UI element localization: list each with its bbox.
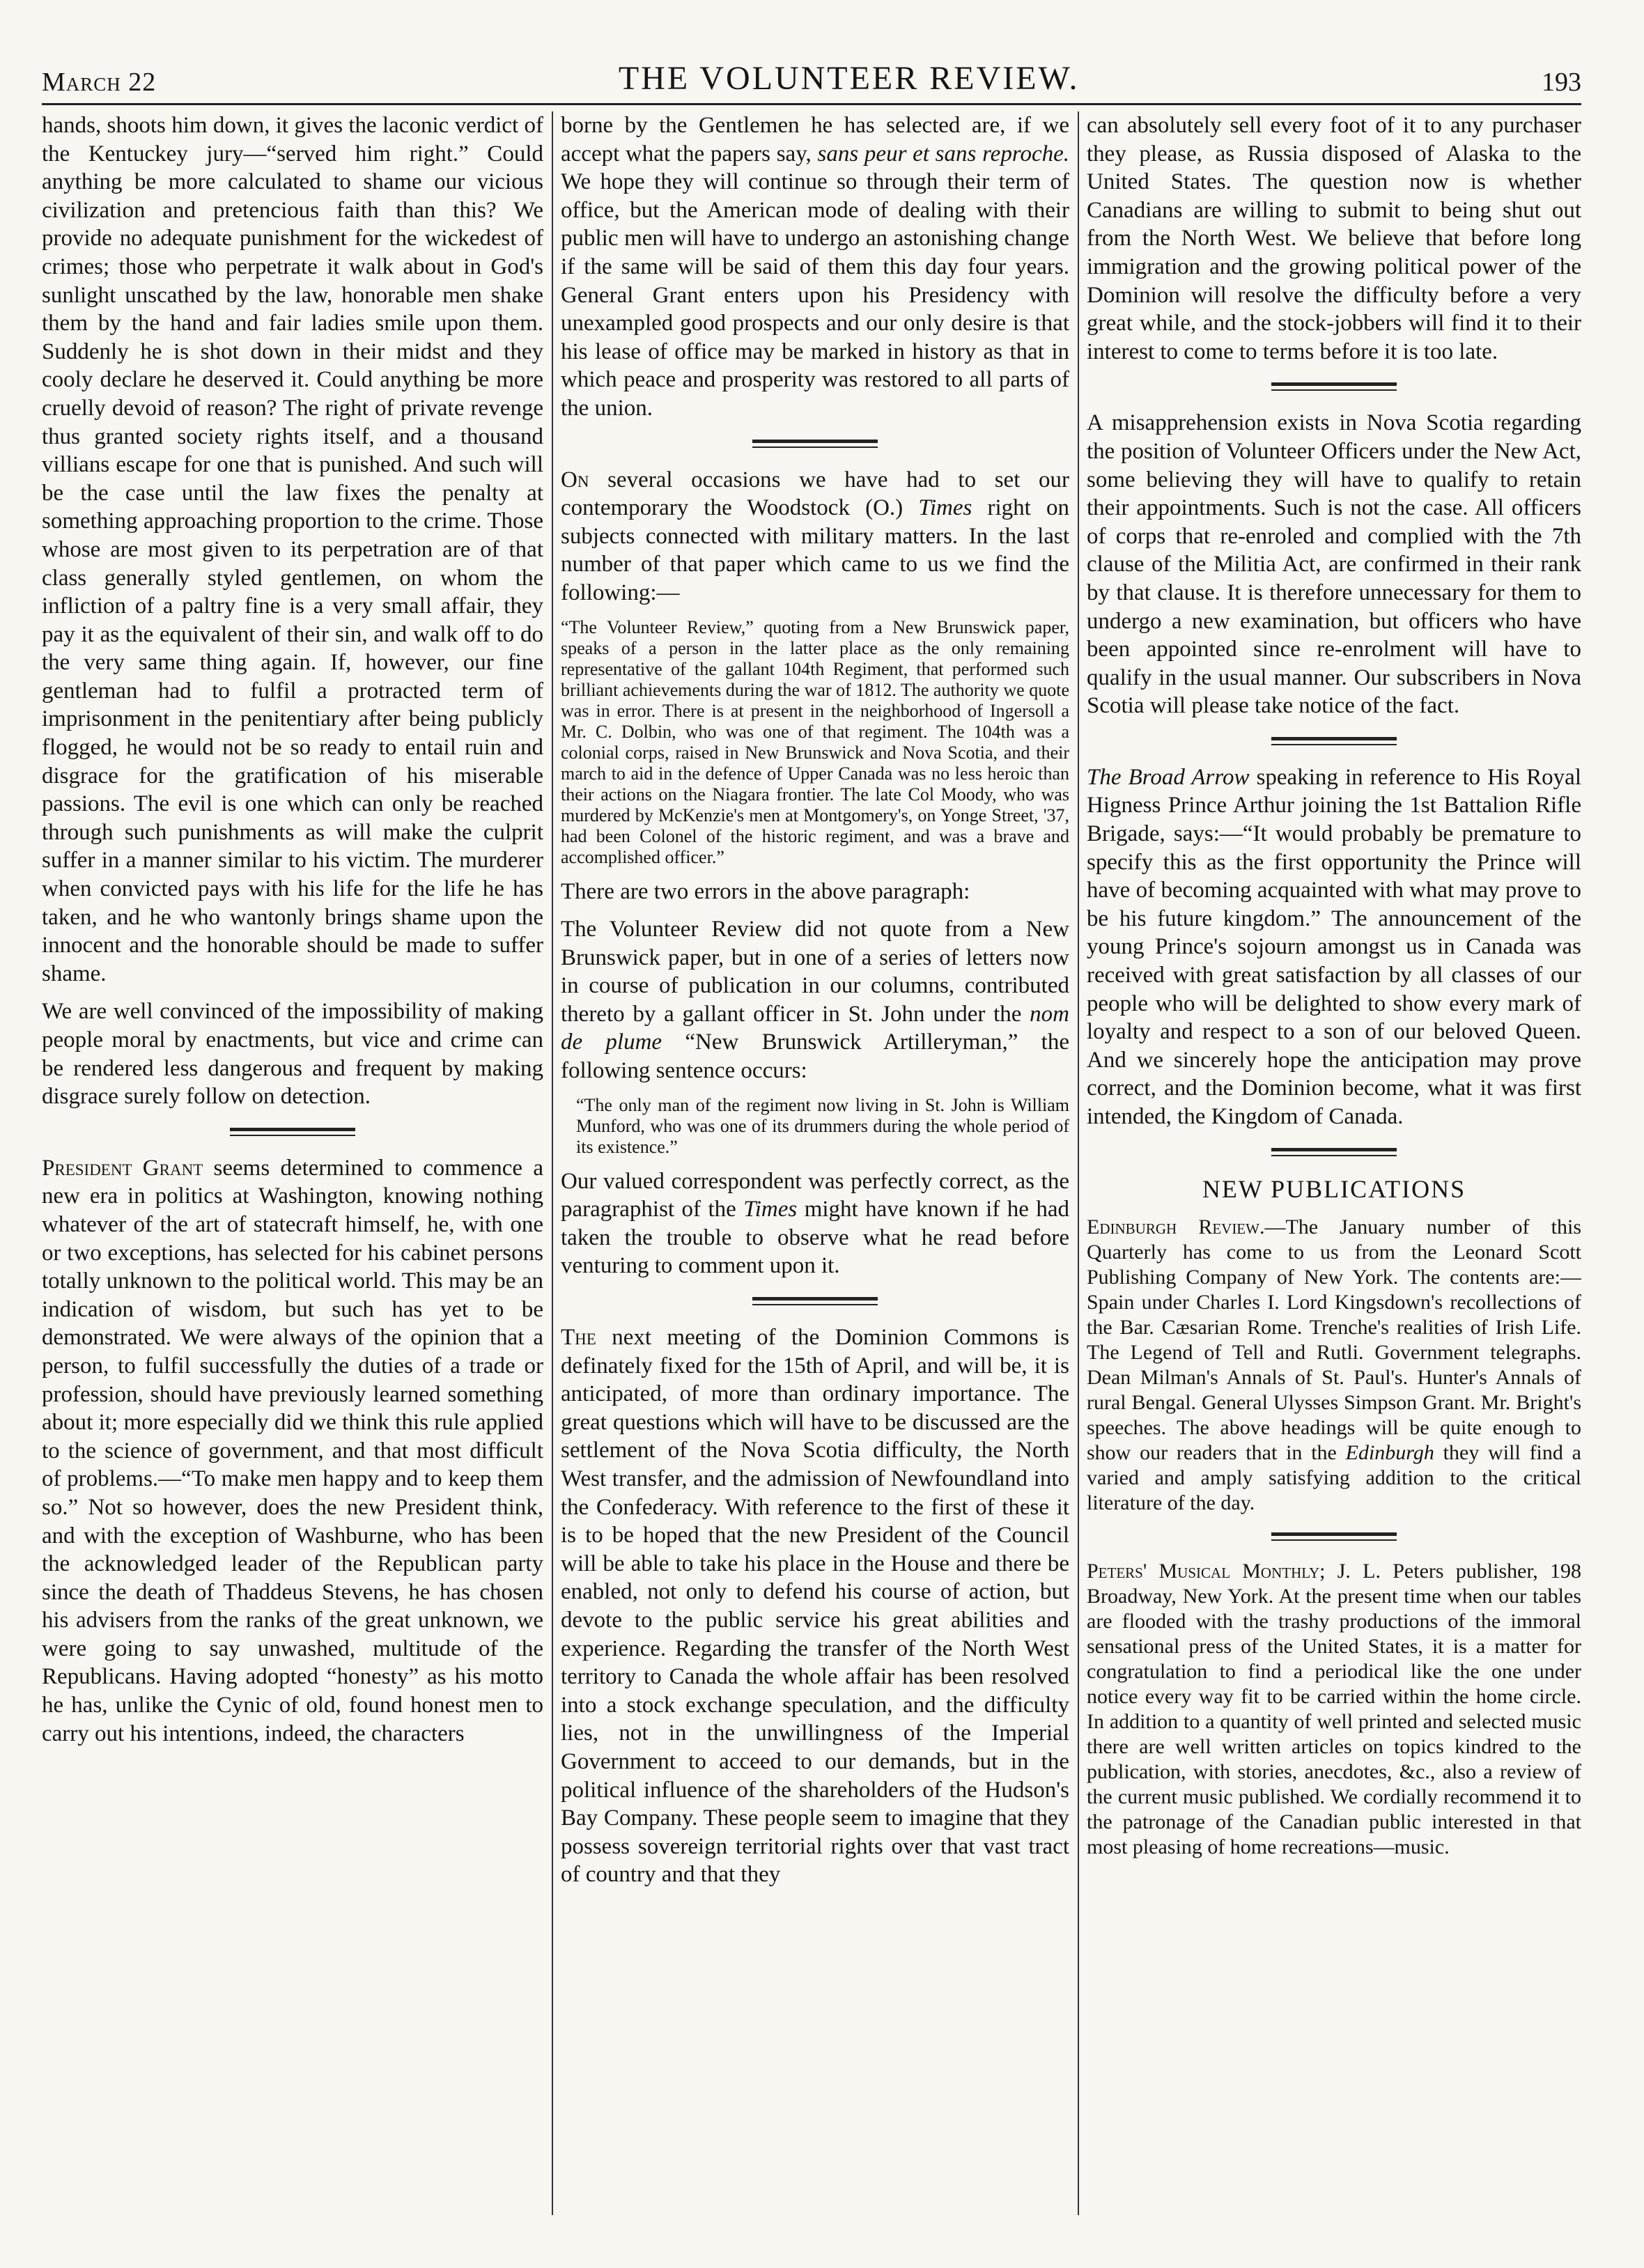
paragraph-text: ; J. L. Peters publisher, 198 Broadway, New York. At the present time when our tables are flooded with the trashy productions of the immoral sensational press of the United States, it is a matter for congratulation to find a periodical like the one under notice every way fit to be carried within the home circle. In addition to a quantity of well printed and selected music there are well written articles on topics kindred to the publication, with stories, anecdotes, &c., also a review of the current music published. We cordially recommend it to the patronage of the Canadian public interested in that most pleasing of home recreations—music. [1087, 1559, 1581, 1858]
paragraph-text: next meeting of the Dominion Commons is definately fixed for the 15th of April, and will be, it is anticipated, of more than ordinary importance. The great questions which will have to be discussed are the settlement of the Nova Scotia difficulty, the North West transfer, and the admission of Newfoundland into the Confederacy. With reference to the first of these it is to be hoped that the new President of the Council will be able to take his place in the House and there be enabled, not only to defend his course of action, but devote to the public service his great abilities and experience. Regarding the transfer of the North West territory to Canada the whole affair has been resolved into a stock exchange speculation, and the difficulty lies, not in the unwillingness of the Imperial Government to acceed to our demands, but in the political influence of the shareholders of the Hudson's Bay Company. These people seem to imagine that they possess sovereign territorial rights over that vast tract of country and that they [561, 1325, 1069, 1888]
italic-phrase: The Broad Arrow [1087, 764, 1250, 790]
section-divider [1271, 382, 1397, 391]
article-paragraph: hands, shoots him down, it gives the laconic verdict of the Kentuckey jury—“served him right.” Could anything be more calculated to shame our vicious civilization and pretencious faith than this? We provide no adequate punishment for the wickedest of crimes; those who perpetrate it walk about in God's sunlight unscathed by the law, honorable men shake them by the hand and fair ladies smile upon them. Suddenly he is shot down in their midst and they cooly declare he deserved it. Could anything be more cruelly devoid of reason? The right of private revenge thus granted society rights itself, and a thousand villians escape for one that is punished. And such will be the case until the law fixes the penalty at something approaching proportion to the crime. Those whose are most given to its perpetration are of that class generally styled gentlemen, on whom the infliction of a paltry fine is a very small affair, they pay it as the equivalent of their sin, and walk off to do the very same thing again. If, however, our fine gentleman had to fulfil a protracted term of imprisonment in the penitentiary after being publicly flogged, he would not be so ready to entail ruin and disgrace for the gratification of his miserable passions. The evil is one which can only be reached through such punishments as will make the culprit suffer in a manner similar to his victim. The murderer when convicted pays with his life for the life he has taken, and he who wantonly brings shame upon the innocent and the honorable should be made to suffer shame. [42, 113, 543, 986]
block-quote: “The only man of the regiment now living in St. John is William Munford, who was one of its drummers during the whole period of its existence.” [576, 1094, 1069, 1157]
publication-title: THE VOLUNTEER REVIEW. [618, 60, 1080, 97]
italic-phrase: sans peur et sans reproche. [817, 141, 1069, 166]
paragraph-text: seems determined to commence a new era in politics at Washington, knowing nothing whatever of the art of statecraft himself, he, with one or two exceptions, has selected for his cabinet persons totally unknown to the political world. This may be an indication of wisdom, but such has yet to be demonstrated. We were always of the opinion that a person, to fulfil successfully the duties of a trade or profession, should have previously learned something about it; more especially did we think this rule applied to the science of government, and that most difficult of problems.—“To make men happy and to keep them so.” Not so however, does the new President think, and with the exception of Washburne, who has been the acknowledged leader of the Republican party since the death of Thaddeus Stevens, he has chosen his advisers from the ranks of the great unknown, we were going to say unwashed, multitude of the Republicans. Having adopted “honesty” as his motto he has, unlike the Cynic of old, found honest men to carry out his intentions, indeed, the characters [42, 1155, 543, 1746]
italic-phrase: nom de plume [561, 1001, 1069, 1055]
section-divider [230, 1128, 355, 1136]
italic-phrase: Edinburgh [1345, 1440, 1434, 1464]
columns [42, 111, 1581, 2215]
paragraph-text: We hope they will continue so through their term of office, but the American mode of dealing with their public men will have to undergo an astonishing change if the same will be said of them this day four years. General Grant enters upon his Presidency with unexampled good prospects and our only desire is that his lease of office may be marked in history as that in which peace and prosperity was restored to all parts of the union. [561, 169, 1069, 421]
section-divider [752, 1297, 878, 1305]
issue-date: March 22 [42, 68, 157, 97]
lead-words: President Grant [42, 1155, 203, 1181]
article-paragraph [1087, 763, 1581, 1131]
paragraph-text: borne by the Gentlemen he has selected are, if we accept what the papers say, [561, 113, 1069, 166]
section-divider [1271, 1148, 1397, 1156]
paragraph-text: Our valued correspondent was perfectly correct, as the paragraphist of the [561, 1168, 1069, 1222]
page-number: 193 [1542, 68, 1581, 97]
review-paragraph [1087, 1559, 1581, 1860]
section-heading: NEW PUBLICATIONS [1202, 1174, 1466, 1203]
article-paragraph [561, 915, 1069, 1085]
masthead [42, 49, 1581, 105]
article-paragraph: We are well convinced of the impossibility of making people moral by enactments, but vice and crime can be rendered less dangerous and frequent by making disgrace surely follow on detection. [42, 999, 543, 1110]
section-divider [752, 440, 878, 448]
italic-phrase: Times [918, 495, 972, 521]
lead-words: Edinburgh Review. [1087, 1215, 1265, 1238]
article-paragraph [561, 111, 1069, 423]
paragraph-text: The Volunteer Review did not quote from a New Brunswick paper, but in one of a series of letters now in course of publication in our columns, contributed thereto by a gallant officer in St. John under the [561, 917, 1069, 1027]
article-paragraph [42, 1154, 543, 1748]
block-quote: “The Volunteer Review,” quoting from a New Brunswick paper, speaks of a person in the latter place as the only remaining representative of the gallant 104th Regiment, that performed such brilliant achievements during the war of 1812. The authority we quote was in error. There is at present in the neighborhood of Ingersoll a Mr. C. Dolbin, who was one of that regiment. The 104th was a colonial corps, raised in New Brunswick and Nova Scotia, and their march to aid in the defence of Upper Canada was no less heroic than their actions on the Niagara frontier. The late Col Moody, who was murdered by McKenzie's men at Montgomery's, on Yonge Street, '37, had been Colonel of the historic regiment, and was a brave and accomplished officer.” [561, 616, 1069, 867]
section-divider [1271, 737, 1397, 745]
lead-words: On [561, 467, 589, 492]
article-paragraph: A misapprehension exists in Nova Scotia regarding the position of Volunteer Officers under the New Act, some believing they will have to qualify to retain their appointments. Such is not the case. All officers of corps that re-enroled and complied with the 7th clause of the Militia Act, are confirmed in their rank by that clause. It is therefore unnecessary for them to undergo a new examination, but officers who have been appointed since re-enrolment will have to qualify in the usual manner. Our subscribers in Nova Scotia will please take notice of the fact. [1087, 410, 1581, 719]
section-divider [1271, 1532, 1397, 1541]
article-paragraph: can absolutely sell every foot of it to any purchaser they please, as Russia disposed of Alaska to the United States. The question now is whether Canadians are willing to submit to being shut out from the North West. We believe that before long immigration and the growing political power of the Dominion will resolve the difficulty before a very great while, and the stock-jobbers will find it to their interest to come to terms before it is too late. [1087, 113, 1581, 364]
column-rule [552, 111, 553, 2215]
lead-words: Peters' Musical Monthly [1087, 1559, 1320, 1583]
article-paragraph [561, 1167, 1069, 1280]
column-2 [561, 111, 1069, 2215]
paragraph-text: right on subjects connected with military matters. In the last number of that paper which came to us we find the following:— [561, 495, 1069, 605]
italic-phrase: Times [743, 1197, 798, 1222]
paragraph-text: might have known if he had taken the trouble to observe what he read before venturing to comment upon it. [561, 1197, 1069, 1279]
column-rule [1078, 111, 1079, 2215]
paragraph-text: “New Brunswick Artilleryman,” the following sentence occurs: [561, 1030, 1069, 1084]
paragraph-text: they will find a varied and amply satisfying addition to the critical literature of the day. [1087, 1440, 1581, 1514]
paragraph-text: speaking in reference to His Royal Higness Prince Arthur joining the 1st Battalion Rifle Brigade, says:—“It would probably be premature to specify this as the first opportunity the Prince will have of becoming acquainted with what may prove to be his future kingdom.” The announcement of the young Prince's sojourn amongst us in Canada was received with great satisfaction by all classes of our people who will be delighted to show every mark of loyalty and respect to a son of our beloved Queen. And we sincerely hope the anticipation may prove correct, and the Dominion become, what it was first intended, the Kingdom of Canada. [1087, 764, 1581, 1129]
article-paragraph [561, 1323, 1069, 1889]
paragraph-text: —The January number of this Quarterly has come to us from the Leonard Scott Publishing Company of New York. The contents are:—Spain under Charles I. Lord Kingsdown's recollections of the Bar. Cæsarian Rome. Trenche's realities of Irish Life. The Legend of Tell and Rutli. Government telegraphs. Dean Milman's Annals of St. Paul's. Hunter's Annals of rural Bengal. General Ulysses Simpson Grant. Mr. Bright's speeches. The above headings will be quite enough to show our readers that in the [1087, 1215, 1581, 1464]
column-3 [1087, 111, 1581, 2215]
review-paragraph [1087, 1215, 1581, 1516]
paragraph-text: several occasions we have had to set our contemporary the Woodstock (O.) [561, 467, 1069, 521]
article-paragraph: There are two errors in the above paragraph: [561, 878, 970, 904]
column-1 [42, 111, 543, 2215]
article-paragraph [561, 466, 1069, 607]
lead-words: The [561, 1325, 596, 1351]
